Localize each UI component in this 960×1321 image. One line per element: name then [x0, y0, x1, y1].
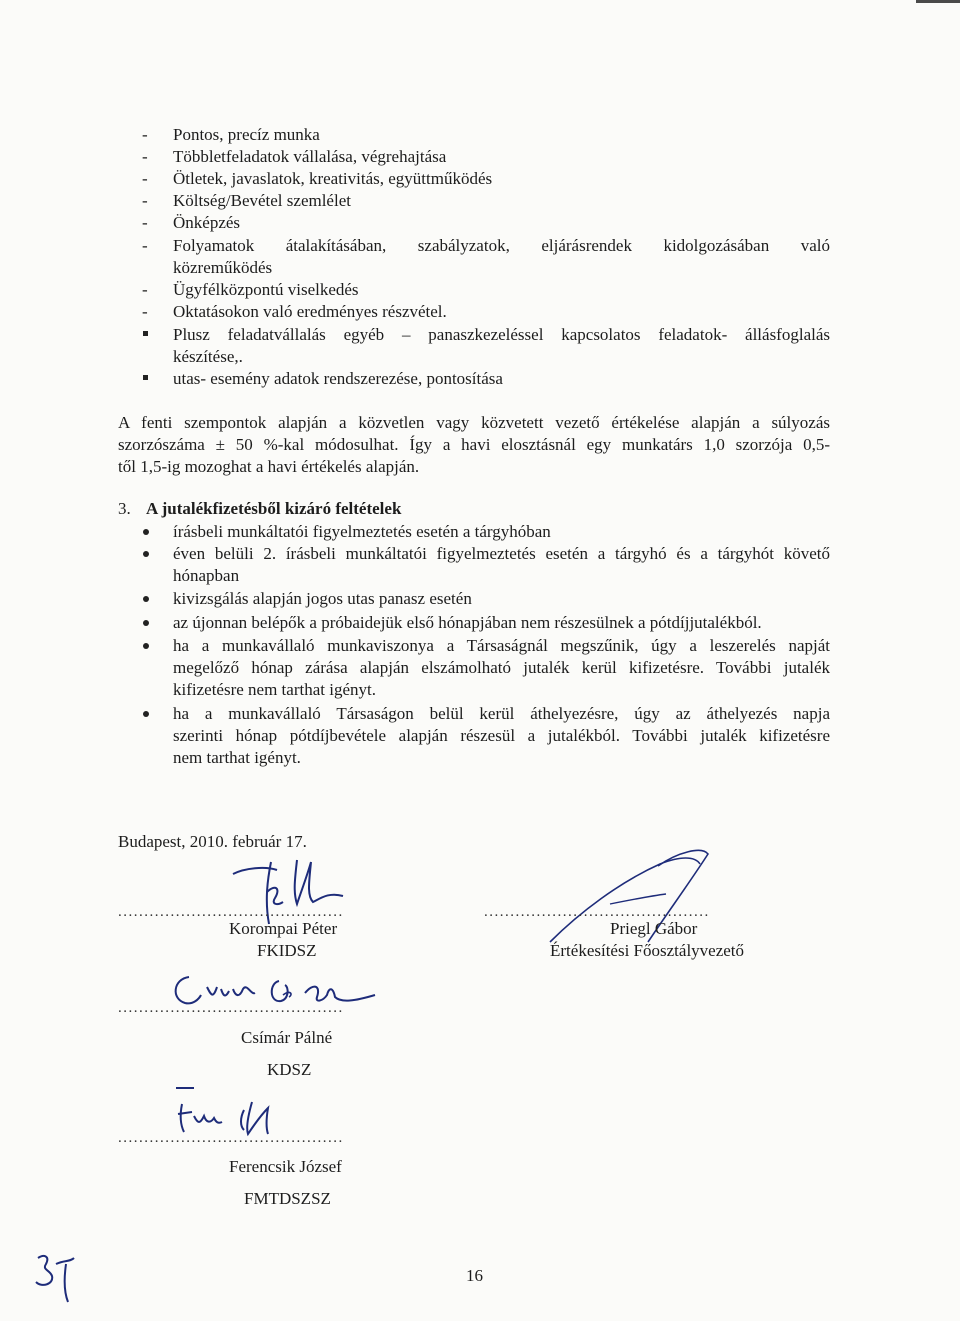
- list-item: Pontos, precíz munka: [173, 125, 320, 144]
- list-item: Folyamatok átalakításában, szabályzatok, eljárásrendek kidolgozásában való: [173, 236, 830, 255]
- condition-item: ha a munkavállaló Társaságon belül kerül áthelyezésre, úgy az áthelyezés napja: [173, 704, 830, 723]
- dash-bullet: -: [142, 125, 148, 144]
- signatory-role: FKIDSZ: [257, 941, 317, 960]
- paragraph-line: szorzószáma ± 50 %-kal módosulhat. Így a havi elosztásnál egy munkatárs 1,0 szorzója 0,5-: [118, 435, 830, 454]
- paragraph-line: től 1,5-ig mozoghat a havi értékelés alapján.: [118, 457, 420, 476]
- signatory-name: Csímár Pálné: [241, 1028, 333, 1047]
- condition-item-continuation: szerinti hónap pótdíjbevétele alapján részesül a jutalékból. További jutalék kifizetésre: [173, 726, 830, 745]
- condition-item: az újonnan belépők a próbaidejük első hónapjában nem részesülnek a pótdíjjutalékból.: [173, 613, 762, 632]
- signatory-role: Értékesítési Főosztályvezető: [550, 941, 745, 960]
- signatory-role: FMTDSZSZ: [244, 1189, 331, 1208]
- signature-line: ...........................................: [484, 904, 710, 920]
- condition-item-continuation: nem tarthat igényt.: [173, 748, 301, 767]
- section-number: 3.: [118, 499, 131, 518]
- dash-bullet: -: [142, 236, 148, 255]
- signatory-role: KDSZ: [267, 1060, 312, 1079]
- round-bullet: [143, 711, 149, 717]
- condition-item: ha a munkavállaló munkaviszonya a Társaságnál megszűnik, úgy a leszerelés napját: [173, 636, 830, 655]
- condition-item: kivizsgálás alapján jogos utas panasz esetén: [173, 589, 472, 608]
- condition-item-continuation: hónapban: [173, 566, 240, 585]
- signature-line: ...........................................: [118, 1000, 344, 1016]
- paragraph-line: A fenti szempontok alapján a közvetlen vagy közvetett vezető értékelése alapján a súlyozás: [118, 413, 830, 432]
- handwritten-initials-mark: [30, 1248, 80, 1308]
- dash-bullet: -: [142, 191, 148, 210]
- signatory-name: Priegl Gábor: [610, 919, 698, 938]
- page-number: 16: [466, 1266, 483, 1285]
- signature-line: ...........................................: [118, 1130, 344, 1146]
- list-item: Költség/Bevétel szemlélet: [173, 191, 351, 210]
- dash-bullet: -: [142, 213, 148, 232]
- list-item: Plusz feladatvállalás egyéb – panaszkezeléssel kapcsolatos feladatok- állásfoglalás: [173, 325, 830, 344]
- round-bullet: [143, 529, 149, 535]
- dash-bullet: -: [142, 147, 148, 166]
- condition-item-continuation: kifizetésre nem tarthat igényt.: [173, 680, 376, 699]
- round-bullet: [143, 620, 149, 626]
- condition-item: éven belüli 2. írásbeli munkáltatói figyelmeztetés esetén a tárgyhó és a tárgyhót követő: [173, 544, 830, 563]
- scan-edge-mark: [916, 0, 960, 3]
- list-item: Többletfeladatok vállalása, végrehajtása: [173, 147, 447, 166]
- dash-bullet: -: [142, 280, 148, 299]
- condition-item-continuation: megelőző hónap zárása alapján elszámolható jutalék kerül kifizetésre. További jutalék: [173, 658, 830, 677]
- round-bullet: [143, 596, 149, 602]
- list-item: Önképzés: [173, 213, 241, 232]
- list-item: Ügyfélközpontú viselkedés: [173, 280, 359, 299]
- round-bullet: [143, 551, 149, 557]
- square-bullet: [143, 331, 148, 336]
- section-title: A jutalékfizetésből kizáró feltételek: [146, 499, 402, 518]
- place-date: Budapest, 2010. február 17.: [118, 832, 307, 851]
- dash-bullet: -: [142, 302, 148, 321]
- round-bullet: [143, 643, 149, 649]
- condition-item: írásbeli munkáltatói figyelmeztetés esetén a tárgyhóban: [173, 522, 551, 541]
- list-item-continuation: közreműködés: [173, 258, 273, 277]
- signature-line: ...........................................: [118, 904, 344, 920]
- signatory-name: Korompai Péter: [229, 919, 338, 938]
- signatory-name: Ferencsik József: [229, 1157, 342, 1176]
- list-item: Ötletek, javaslatok, kreativitás, együttműködés: [173, 169, 493, 188]
- square-bullet: [143, 375, 148, 380]
- list-item: Oktatásokon való eredményes részvétel.: [173, 302, 447, 321]
- dash-bullet: -: [142, 169, 148, 188]
- list-item: utas- esemény adatok rendszerezése, pontosítása: [173, 369, 503, 388]
- list-item-continuation: készítése,.: [173, 347, 243, 366]
